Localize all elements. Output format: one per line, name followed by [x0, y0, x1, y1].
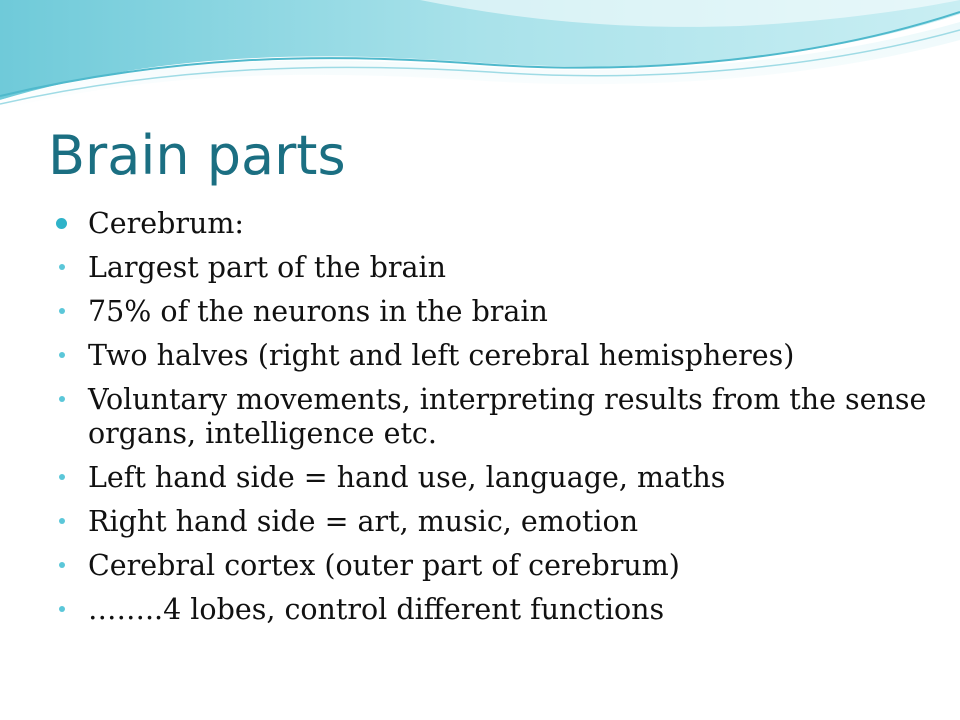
bullet-item	[48, 588, 928, 632]
bullet-item	[48, 456, 928, 500]
bullet-item	[48, 500, 928, 544]
bullet-text: ……..4 lobes, control different functions	[88, 593, 665, 626]
bullet-dot-icon	[59, 518, 65, 524]
bullet-text: Voluntary movements, interpreting results from the sense organs, intelligence etc.	[88, 383, 927, 450]
bullet-item	[48, 378, 928, 456]
bullet-dot-icon	[59, 562, 65, 568]
bullet-dot-icon	[59, 308, 65, 314]
header-wave-decoration	[0, 0, 960, 120]
bullet-text: Largest part of the brain	[88, 251, 446, 284]
bullet-dot-icon	[56, 218, 67, 229]
bullet-item	[48, 290, 928, 334]
bullet-dot-icon	[59, 264, 65, 270]
bullet-text: Two halves (right and left cerebral hemispheres)	[88, 339, 795, 372]
bullet-list	[48, 202, 928, 632]
bullet-text: Left hand side = hand use, language, maths	[88, 461, 726, 494]
bullet-text: Cerebrum:	[88, 207, 245, 240]
bullet-dot-icon	[59, 474, 65, 480]
bullet-item	[48, 246, 928, 290]
bullet-item	[48, 334, 928, 378]
bullet-item	[48, 544, 928, 588]
bullet-dot-icon	[59, 352, 65, 358]
bullet-item	[48, 202, 928, 246]
bullet-text: Right hand side = art, music, emotion	[88, 505, 639, 538]
bullet-text: Cerebral cortex (outer part of cerebrum)	[88, 549, 680, 582]
bullet-dot-icon	[59, 396, 65, 402]
bullet-dot-icon	[59, 606, 65, 612]
bullet-text: 75% of the neurons in the brain	[88, 295, 548, 328]
slide-title: Brain parts	[48, 124, 346, 187]
